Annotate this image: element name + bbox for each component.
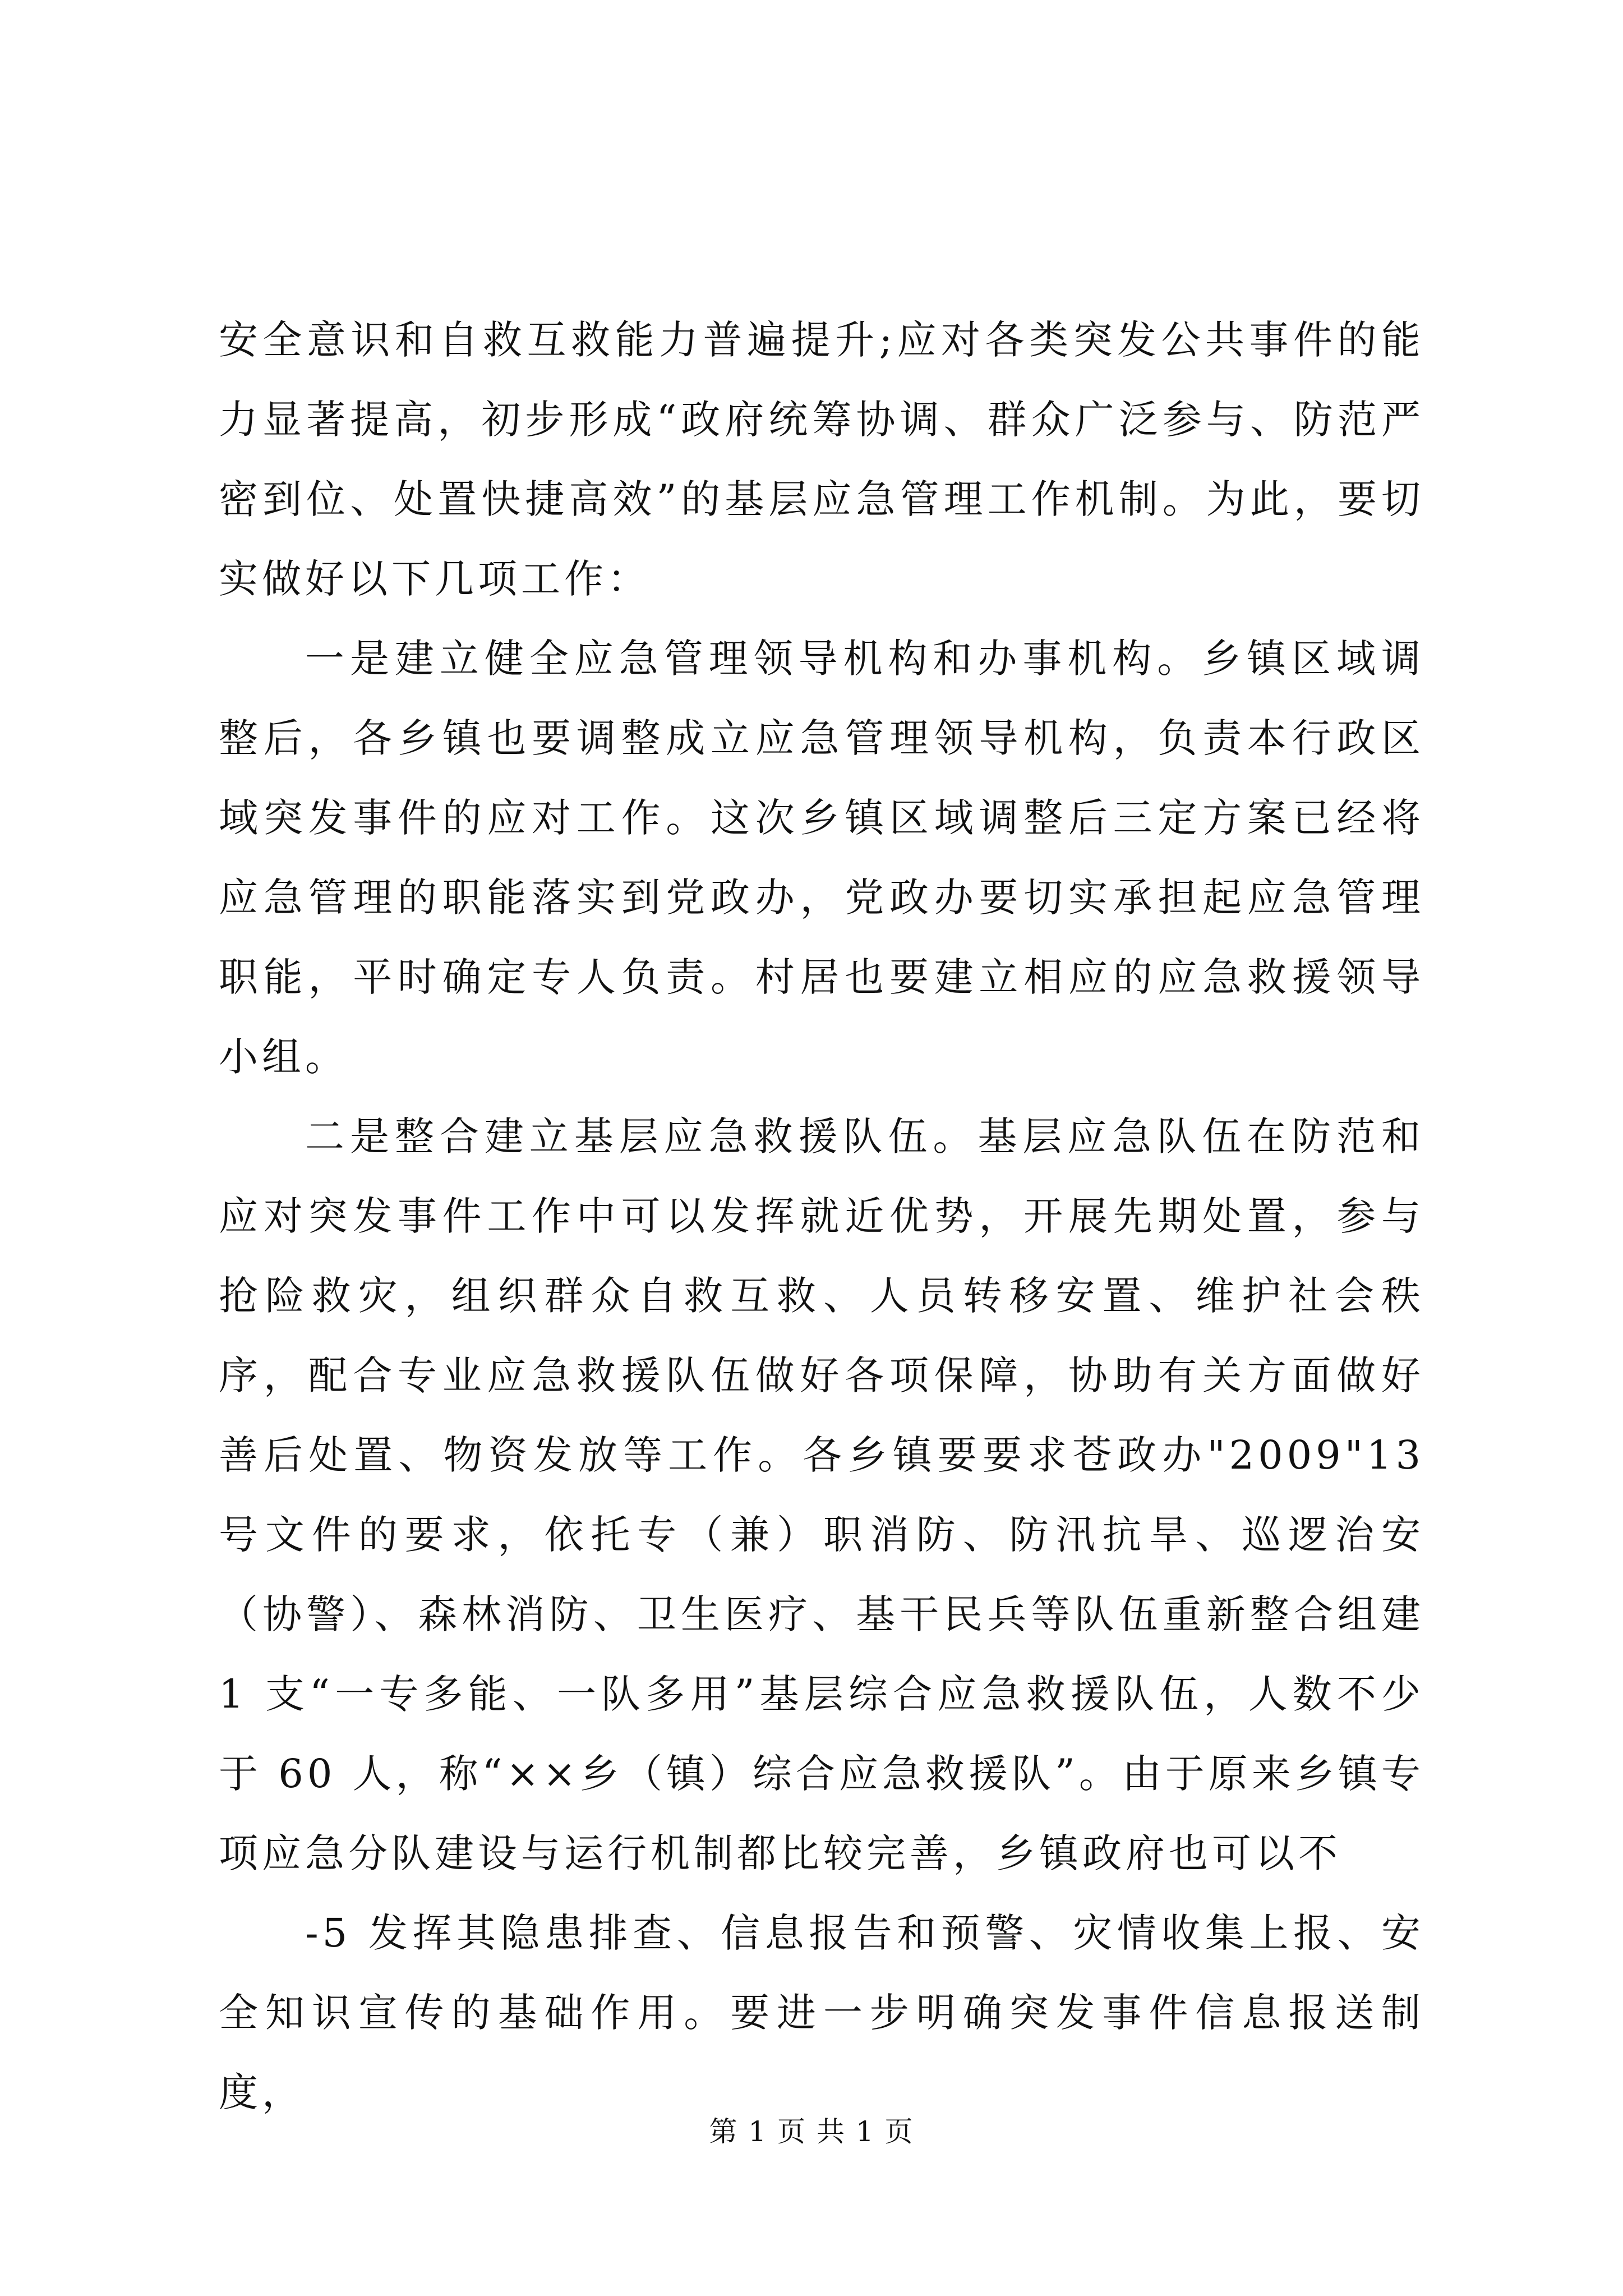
paragraph-intro: 安全意识和自救互救能力普遍提升;应对各类突发公共事件的能力显著提高，初步形成“政府统筹协调、群众广泛参与、防范严密到位、处置快捷高效”的基层应急管理工作机制。为此，要切实做好以下几项工作： (219, 317, 1424, 602)
paragraph-continuation: -5 发挥其隐患排查、信息报告和预警、灾情收集上报、安全知识宣传的基础作用。要进一步明确突发事件信息报送制度， (219, 1910, 1424, 2115)
document-body (219, 300, 1424, 2132)
paragraph-item-one: 一是建立健全应急管理领导机构和办事机构。乡镇区域调整后，各乡镇也要调整成立应急管理领导机构，负责本行政区域突发事件的应对工作。这次乡镇区域调整后三定方案已经将应急管理的职能落实到党政办，党政办要切实承担起应急管理职能，平时确定专人负责。村居也要建立相应的应急救援领导小组。 (219, 636, 1424, 1080)
paragraph-item-two: 二是整合建立基层应急救援队伍。基层应急队伍在防范和应对突发事件工作中可以发挥就近优势，开展先期处置，参与抢险救灾，组织群众自救互救、人员转移安置、维护社会秩序，配合专业应急救援队伍做好各项保障，协助有关方面做好善后处置、物资发放等工作。各乡镇要要求苍政办"2009"13 号文件的要求，依托专（兼）职消防、防汛抗旱、巡逻治安（协警）、森林消防、卫生医疗、基干民兵等队伍重新整合组建 1 支“一专多能、一队多用”基层综合应急救援队伍，人数不少于 60 人，称“××乡（镇）综合应急救援队”。由于原来乡镇专项应急分队建设与运行机制都比较完善，乡镇政府也可以不 (219, 1114, 1424, 1876)
page-footer: 第 1 页 共 1 页 (709, 2115, 914, 2148)
